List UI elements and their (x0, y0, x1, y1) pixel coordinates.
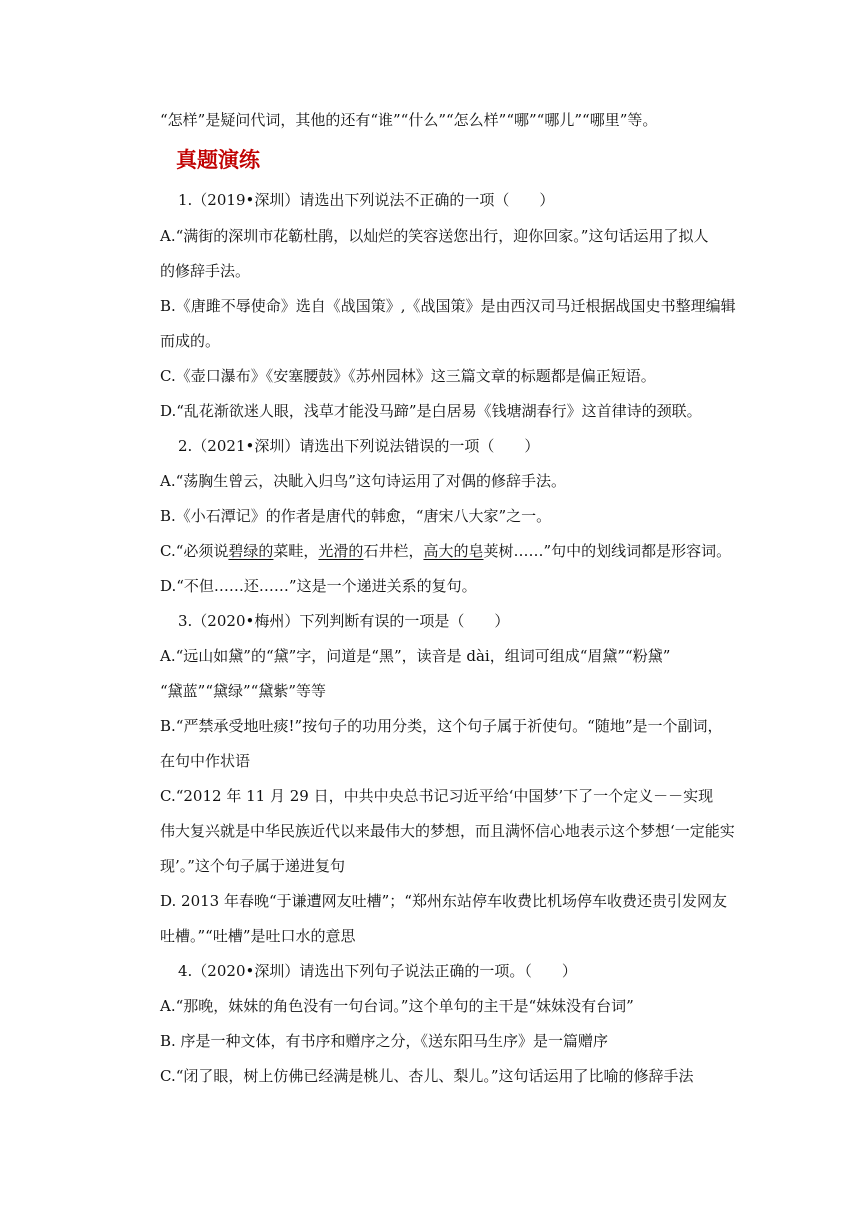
q2-option-c (160, 541, 731, 561)
q2-c-text-2: 菜畦， (273, 542, 319, 560)
q4-option-b: B. 序是一种文体，有书序和赠序之分，《送东阳马生序》是一篇赠序 (160, 1032, 609, 1050)
q2-c-text-1: C.“必须说 (160, 542, 229, 560)
q1-option-a-line1: A.“满街的深圳市花簕杜鹃，以灿烂的笑容送您出行，迎你回家。”这句话运用了拟人 (160, 227, 709, 245)
q4-option-c: C.“闭了眼，树上仿佛已经满是桃儿、杏儿、梨儿。”这句话运用了比喻的修辞手法 (160, 1067, 694, 1085)
q2-stem: 2.（2021•深圳）请选出下列说法错误的一项（ ） (178, 437, 540, 455)
q1-option-b-line2: 而成的。 (160, 332, 221, 350)
intro-line: “怎样”是疑问代词，其他的还有“谁”“什么”“怎么样”“哪”“哪儿”“哪里”等。 (160, 111, 658, 129)
section-title: 真题演练 (176, 148, 260, 172)
q1-option-d: D.“乱花渐欲迷人眼，浅草才能没马蹄”是白居易《钱塘湖春行》这首律诗的颈联。 (160, 402, 702, 420)
q3-option-a-line2: “黛蓝”“黛绿”“黛紫”等等 (160, 682, 327, 700)
q1-option-c: C.《壶口瀑布》《安塞腰鼓》《苏州园林》这三篇文章的标题都是偏正短语。 (160, 367, 656, 385)
q4-stem: 4.（2020•深圳）请选出下列句子说法正确的一项。（ ） (178, 962, 577, 980)
q3-option-c-line3: 现’。”这个句子属于递进复句 (160, 857, 345, 875)
q1-stem: 1.（2019•深圳）请选出下列说法不正确的一项（ ） (178, 191, 555, 209)
q2-c-text-3: 石井栏， (363, 542, 424, 560)
q3-option-b-line1: B.“严禁承受地吐痰!”按句子的功用分类，这个句子属于祈使句。“随地”是一个副词， (160, 717, 723, 735)
q2-c-underlined-3: 高大的皂 (423, 542, 484, 560)
q2-c-text-4: 荚树……”句中的划线词都是形容词。 (483, 542, 732, 560)
q3-stem: 3.（2020•梅州）下列判断有误的一项是（ ） (178, 612, 510, 630)
q3-option-d-line1: D. 2013 年春晚“于谦遭网友吐槽”；“郑州东站停车收费比机场停车收费还贵引发网友 (160, 892, 727, 910)
q2-option-b: B.《小石潭记》的作者是唐代的韩愈，“唐宋八大家”之一。 (160, 507, 552, 525)
q2-c-underlined-1: 碧绿的 (228, 542, 274, 560)
q1-option-b-line1: B.《唐雎不辱使命》选自《战国策》,《战国策》是由西汉司马迁根据战国史书整理编辑 (160, 297, 736, 315)
q3-option-b-line2: 在句中作状语 (160, 752, 251, 770)
q3-option-c-line1: C.“2012 年 11 月 29 日，中共中央总书记习近平给‘中国梦’下了一个定义－－实现 (160, 787, 714, 805)
q3-option-c-line2: 伟大复兴就是中华民族近代以来最伟大的梦想，而且满怀信心地表示这个梦想‘一定能实 (160, 822, 735, 840)
q2-option-d: D.“不但……还……”这是一个递进关系的复句。 (160, 577, 477, 595)
q3-option-d-line2: 吐槽。”“吐槽”是吐口水的意思 (160, 927, 356, 945)
q2-c-underlined-2: 光滑的 (318, 542, 364, 560)
q1-option-a-line2: 的修辞手法。 (160, 262, 251, 280)
q2-option-a: A.“荡胸生曾云，决眦入归鸟”这句诗运用了对偶的修辞手法。 (160, 472, 566, 490)
q4-option-a: A.“那晚，妹妹的角色没有一句台词。”这个单句的主干是“妹妹没有台词” (160, 997, 634, 1015)
q3-option-a-line1: A.“远山如黛”的“黛”字，问道是“黑”，读音是 dài，组词可组成“眉黛”“粉黛” (160, 647, 671, 665)
